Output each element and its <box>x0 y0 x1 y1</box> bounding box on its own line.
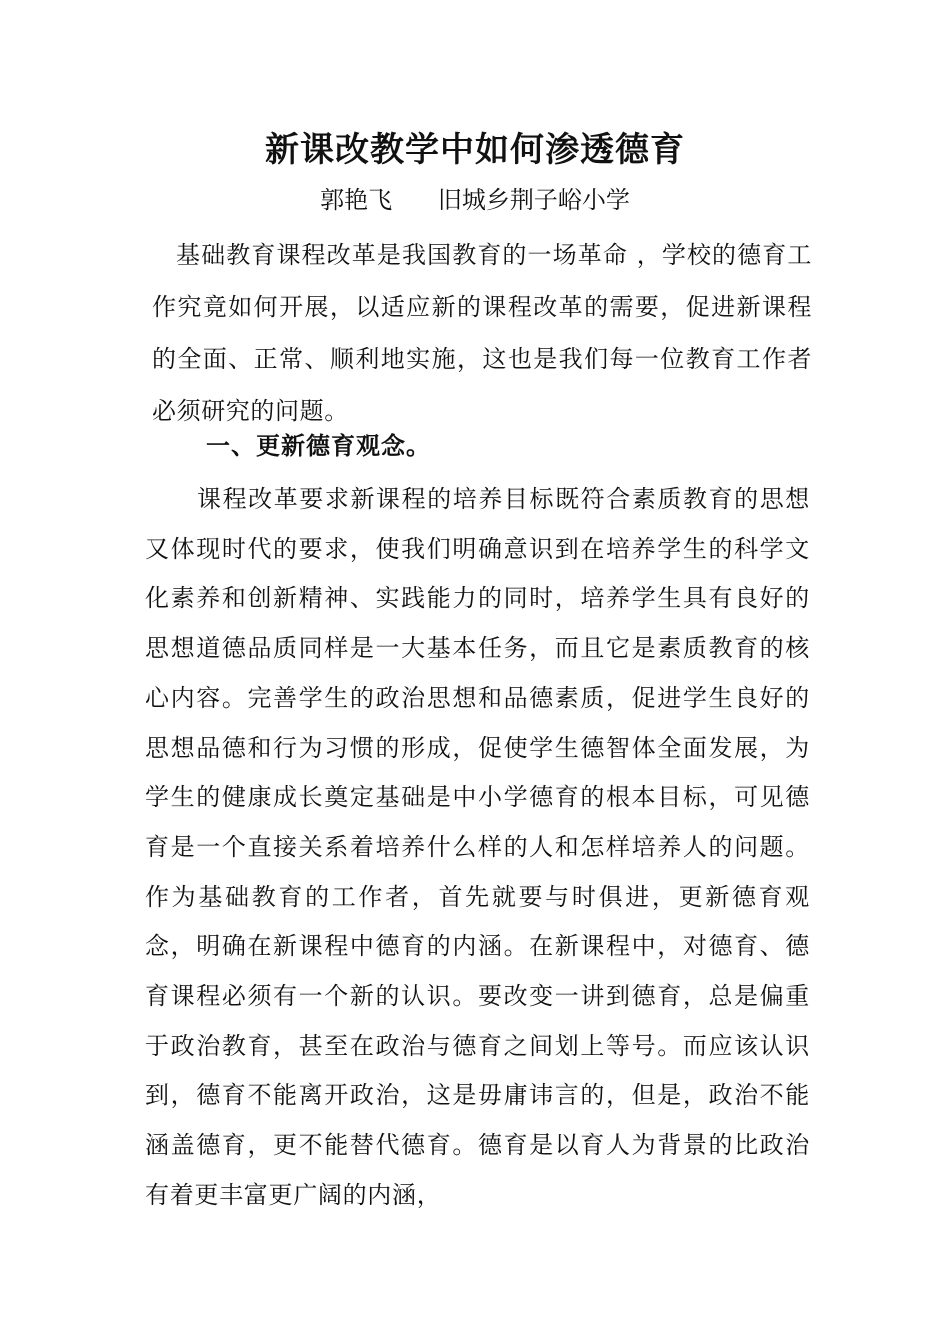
section-body-paragraph: 课程改革要求新课程的培养目标既符合素质教育的思想又体现时代的要求，使我们明确意识到在培养学生的科学文化素养和创新精神、实践能力的同时，培养学生具有良好的思想道德品质同样是一大基本任务，而且它是素质教育的核心内容。完善学生的政治思想和品德素质，促进学生良好的思想品德和行为习惯的形成，促使学生德智体全面发展，为学生的健康成长奠定基础是中小学德育的根本目标，可见德育是一个直接关系着培养什么样的人和怎样培养人的问题。作为基础教育的工作者，首先就要与时俱进，更新德育观念，明确在新课程中德育的内涵。在新课程中，对德育、德育课程必须有一个新的认识。要改变一讲到德育，总是偏重于政治教育，甚至在政治与德育之间划上等号。而应该认识到，德育不能离开政治，这是毋庸讳言的，但是，政治不能涵盖德育，更不能替代德育。德育是以育人为背景的比政治有着更丰富更广阔的内涵， <box>145 485 810 1209</box>
author-byline: 郭艳飞 旧城乡荆子峪小学 <box>320 186 630 214</box>
document-title: 新课改教学中如何渗透德育 <box>265 130 685 170</box>
intro-paragraph: 基础教育课程改革是我国教育的一场革命 ，学校的德育工作究竟如何开展，以适应新的课程改革的需要，促进新课程的全面、正常、顺利地实施，这也是我们每一位教育工作者必须研究的问题。 <box>152 241 812 425</box>
section-heading: 一、更新德育观念。 <box>206 431 431 460</box>
